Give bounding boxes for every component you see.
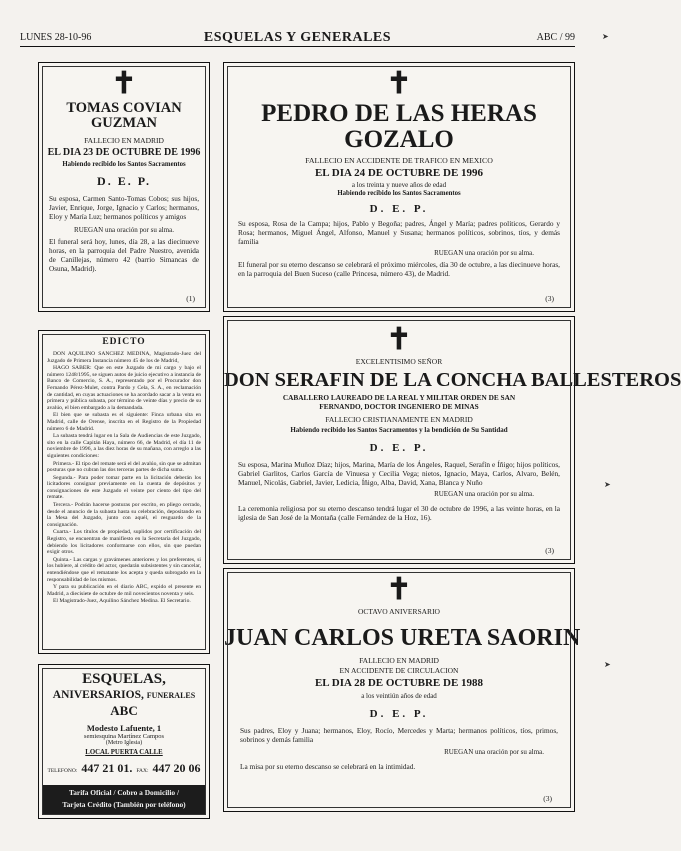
family-text: Su esposa, Marina Muñoz Díaz; hijos, Marina, María de los Ángeles, Raquel, Serafín e Íñigo; hijos políticos, Gabriel Garlitos, Carlos García de Vinuesa y Cecilia Vega; nietos, Ignacio, Maya, Carlos, Alvaro, Belén, Manuel, Nicolás, Gabriel, Javier, Ledicia, Íñigo, Alba, David, Xana, Blanca y Nuño (238, 459, 560, 487)
edicto-legal-notice (38, 330, 210, 654)
prayer-line: RUEGAN una oración por su alma. (74, 226, 174, 234)
margin-mark: ➤ (604, 480, 611, 489)
sacraments-line: Habiendo recibido los Santos Sacramentos (337, 190, 461, 197)
phone-label: TELEFONO: (47, 768, 78, 774)
family-text: Su esposa, Rosa de la Campa; hijos, Pablo y Begoña; padres, Ángel y María; padres políticos, Gerardo y Rosa; hermanos, Miguel Ángel, Alfonso, Manuel y Susana; hermanos políticos, sobrinos, tíos, y demás familia (238, 219, 560, 246)
advert-footer-line1: Tarifa Oficial / Cobro a Domicilio / (68, 788, 180, 797)
reference-number: (3) (545, 294, 554, 303)
phone-number: 447 21 01. (81, 761, 133, 775)
death-circumstance: FALLECIO EN ACCIDENTE DE TRAFICO EN MEXICO (305, 156, 493, 165)
advert-footer-line2: Tarjeta Crédito (También por teléfono) (62, 800, 186, 809)
dep-line: D. E. P. (369, 708, 429, 720)
fax-label: FAX: (136, 768, 149, 774)
honorific-title: EXCELENTISIMO SEÑOR (355, 357, 443, 366)
edicto-paragraph: Primera.- El tipo del remate será el del avalúo, sin que se admitan posturas que no cubran las dos terceras partes de dicha suma. (47, 460, 201, 474)
advert-address: Modesto Lafuente, 1 (86, 723, 162, 733)
edicto-paragraph: Y para su publicación en el diario ABC, expido el presente en Madrid, a diecisiete de octubre de mil novecientos noventa y seis. (47, 584, 201, 597)
cross-icon: ✝ (386, 323, 412, 356)
edicto-title: EDICTO (102, 337, 146, 347)
death-place: FALLECIO CRISTIANAMENTE EN MADRID (325, 414, 473, 424)
anniversary-title: OCTAVO ANIVERSARIO (358, 607, 440, 616)
advert-aniversarios: ANIVERSARIOS, (52, 689, 144, 701)
margin-mark: ➤ (602, 32, 609, 41)
obituary-juan-carlos-ureta (223, 568, 581, 812)
abc-esquelas-advert (38, 664, 210, 819)
ceremony-text: La ceremonia religiosa por su eterno descanso tendrá lugar el 30 de octubre de 1996, a las veinte horas, en la iglesia de San José de la Montaña (calle Fernández de la Hoz, 16). (238, 503, 560, 522)
death-place: FALLECIO EN MADRID (84, 136, 164, 145)
sacraments-line: Habiendo recibido los Santos Sacramentos y la bendición de Su Santidad (290, 425, 508, 434)
honor-line1: CABALLERO LAUREADO DE LA REAL Y MILITAR ORDEN DE SAN (282, 392, 516, 402)
honor-line2: FERNANDO, DOCTOR INGENIERO DE MINAS (319, 401, 479, 411)
edicto-paragraph: Tercera.- Podrán hacerse posturas por escrito, en pliego cerrado, desde el anuncio de la subasta hasta su celebración, depositando en la Mesa del Juzgado, junto con aquél, el resguardo de la consignación. (47, 502, 201, 528)
dep-line: D. E. P. (97, 174, 151, 188)
prayer-line: RUEGAN una oración por su alma. (434, 249, 534, 257)
advert-brand: ABC (110, 703, 138, 718)
advert-funerales: FUNERALES (146, 691, 196, 700)
prayer-line: RUEGAN una oración por su alma. (434, 489, 534, 498)
advert-metro: (Metro Iglesia) (105, 740, 143, 746)
edicto-paragraph: DON AQUILINO SANCHEZ MEDINA, Magistrado-Juez del Juzgado de Primera Instancia número 45 de los de Madrid, (47, 351, 201, 364)
family-text: Su esposa, Carmen Santo-Tomas Cobos; sus hijos, Javier, Enrique, Jorge, Ignacio y Carlos; hermanos, Eloy y María Luz; hermanos políticos y amigos (49, 195, 199, 221)
obituary-pedro-heras (223, 62, 575, 312)
reference-number: (3) (545, 546, 554, 555)
reference-number: (1) (186, 294, 195, 303)
prayer-line: RUEGAN una oración por su alma. (444, 748, 544, 756)
advert-headline: ESQUELAS, (82, 671, 166, 687)
edicto-paragraph: Quinta.- Las cargas y gravámenes anteriores y los preferentes, si los hubiere, al crédito del actor, quedarán subsistentes y sin cancelar, entendiéndose que el rematante los acepta y queda subrogado en la responsabilidad de los mismos. (47, 556, 201, 583)
death-date: EL DIA 23 DE OCTUBRE DE 1996 (47, 147, 201, 158)
edicto-paragraph: HAGO SABER: Que en este Juzgado de mi cargo y bajo el número 1248/1995, se siguen autos de juicio ejecutivo a instancia de Banco de Comercio, S. A., representado por el Procurador don Fernando Pérez-Mulet, contra Pardo y Cela, S. A., en reclamación de cantidad, en cuyas actuaciones se ha acordado sacar a la venta en primera y pública subasta, por término de veinte días y precio de su avalúo, el bien embargado a la demandada. (47, 365, 201, 411)
fax-number: 447 20 06 (152, 761, 201, 775)
advert-address-detail: semiesquina Martínez Campos (83, 733, 165, 740)
edicto-paragraph: Cuarta.- Los títulos de propiedad, suplidos por certificación del Registro, se encuentran de manifiesto en la Secretaría del Juzgado, debiendo los licitadores conformarse con ellos, sin que puedan exigir otros. (47, 529, 201, 556)
page-number: ABC / 99 (536, 32, 575, 43)
edicto-paragraph: La subasta tendrá lugar en la Sala de Audiencias de este Juzgado, sito en la calle Capitán Haya, número 66, de Madrid, el día 11 de noviembre de 1996, a las diez horas de su mañana, con arreglo a las siguientes condiciones: (47, 433, 201, 459)
reference-number: (3) (543, 794, 552, 803)
funeral-text: El funeral será hoy, lunes, día 28, a las diecinueve horas, en la parroquia del Padre Nuestro, avenida de Canillejas, número 42 (barrio Simancas de Osuna, Madrid). (49, 238, 199, 273)
section-title: ESQUELAS Y GENERALES (203, 30, 392, 45)
advert-office: LOCAL PUERTA CALLE (85, 749, 163, 756)
deceased-name: DON SERAFIN DE LA CONCHA BALLESTEROS (224, 369, 681, 391)
advert-footer-band (43, 785, 205, 814)
death-place: FALLECIO EN MADRID (359, 656, 439, 665)
obituary-serafin-concha (223, 316, 681, 564)
cross-icon: ✝ (111, 67, 137, 100)
deceased-name-line1: PEDRO DE LAS HERAS (261, 100, 537, 127)
deceased-name: JUAN CARLOS URETA SAORIN (224, 625, 581, 651)
header-date: LUNES 28-10-96 (20, 32, 92, 43)
obituary-tomas-covian (38, 62, 210, 312)
sacraments-line: Habiendo recibido los Santos Sacramentos (62, 161, 186, 168)
deceased-name: TOMAS COVIAN GUZMAN (66, 100, 182, 131)
family-text: Sus padres, Eloy y Juana; hermanos, Eloy, Rocío, Mercedes y Marta; hermanos políticos, tíos, primos, sobrinos y demás familia (240, 726, 558, 744)
page-header (20, 30, 575, 47)
mass-text: La misa por su eterno descanso se celebrará en la intimidad. (240, 762, 416, 771)
death-circumstance: EN ACCIDENTE DE CIRCULACION (339, 666, 459, 675)
dep-line: D. E. P. (369, 441, 429, 454)
death-date: EL DIA 28 DE OCTUBRE DE 1988 (314, 677, 484, 689)
dep-line: D. E. P. (369, 203, 429, 215)
cross-icon: ✝ (386, 67, 412, 100)
edicto-paragraph: El bien que se subasta es el siguiente: Finca urbana sita en Madrid, calle de Orense, inscrita en el Registro de la Propiedad número 6 de Madrid. (47, 412, 201, 432)
death-date: EL DIA 24 DE OCTUBRE DE 1996 (314, 167, 484, 179)
funeral-text: El funeral por su eterno descanso se celebrará el próximo miércoles, día 30 de octubre, a las diecinueve horas, en la parroquia del Buen Suceso (calle Princesa, número 43), de Madrid. (238, 260, 560, 278)
edicto-paragraph: Segunda.- Para poder tomar parte en la licitación deberán los licitadores consignar previamente en la cuenta de depósitos y consignaciones de este Juzgado el veinte por ciento del tipo del remate. (47, 474, 201, 501)
deceased-name-line2: GOZALO (344, 126, 454, 153)
margin-mark: ➤ (604, 660, 611, 669)
edicto-paragraph: El Magistrado-Juez, Aquilino Sánchez Medina. El Secretario. (53, 598, 191, 605)
cross-icon: ✝ (386, 573, 412, 606)
age-line: a los treinta y nueve años de edad (351, 181, 447, 189)
age-line: a los veintiún años de edad (361, 692, 437, 700)
